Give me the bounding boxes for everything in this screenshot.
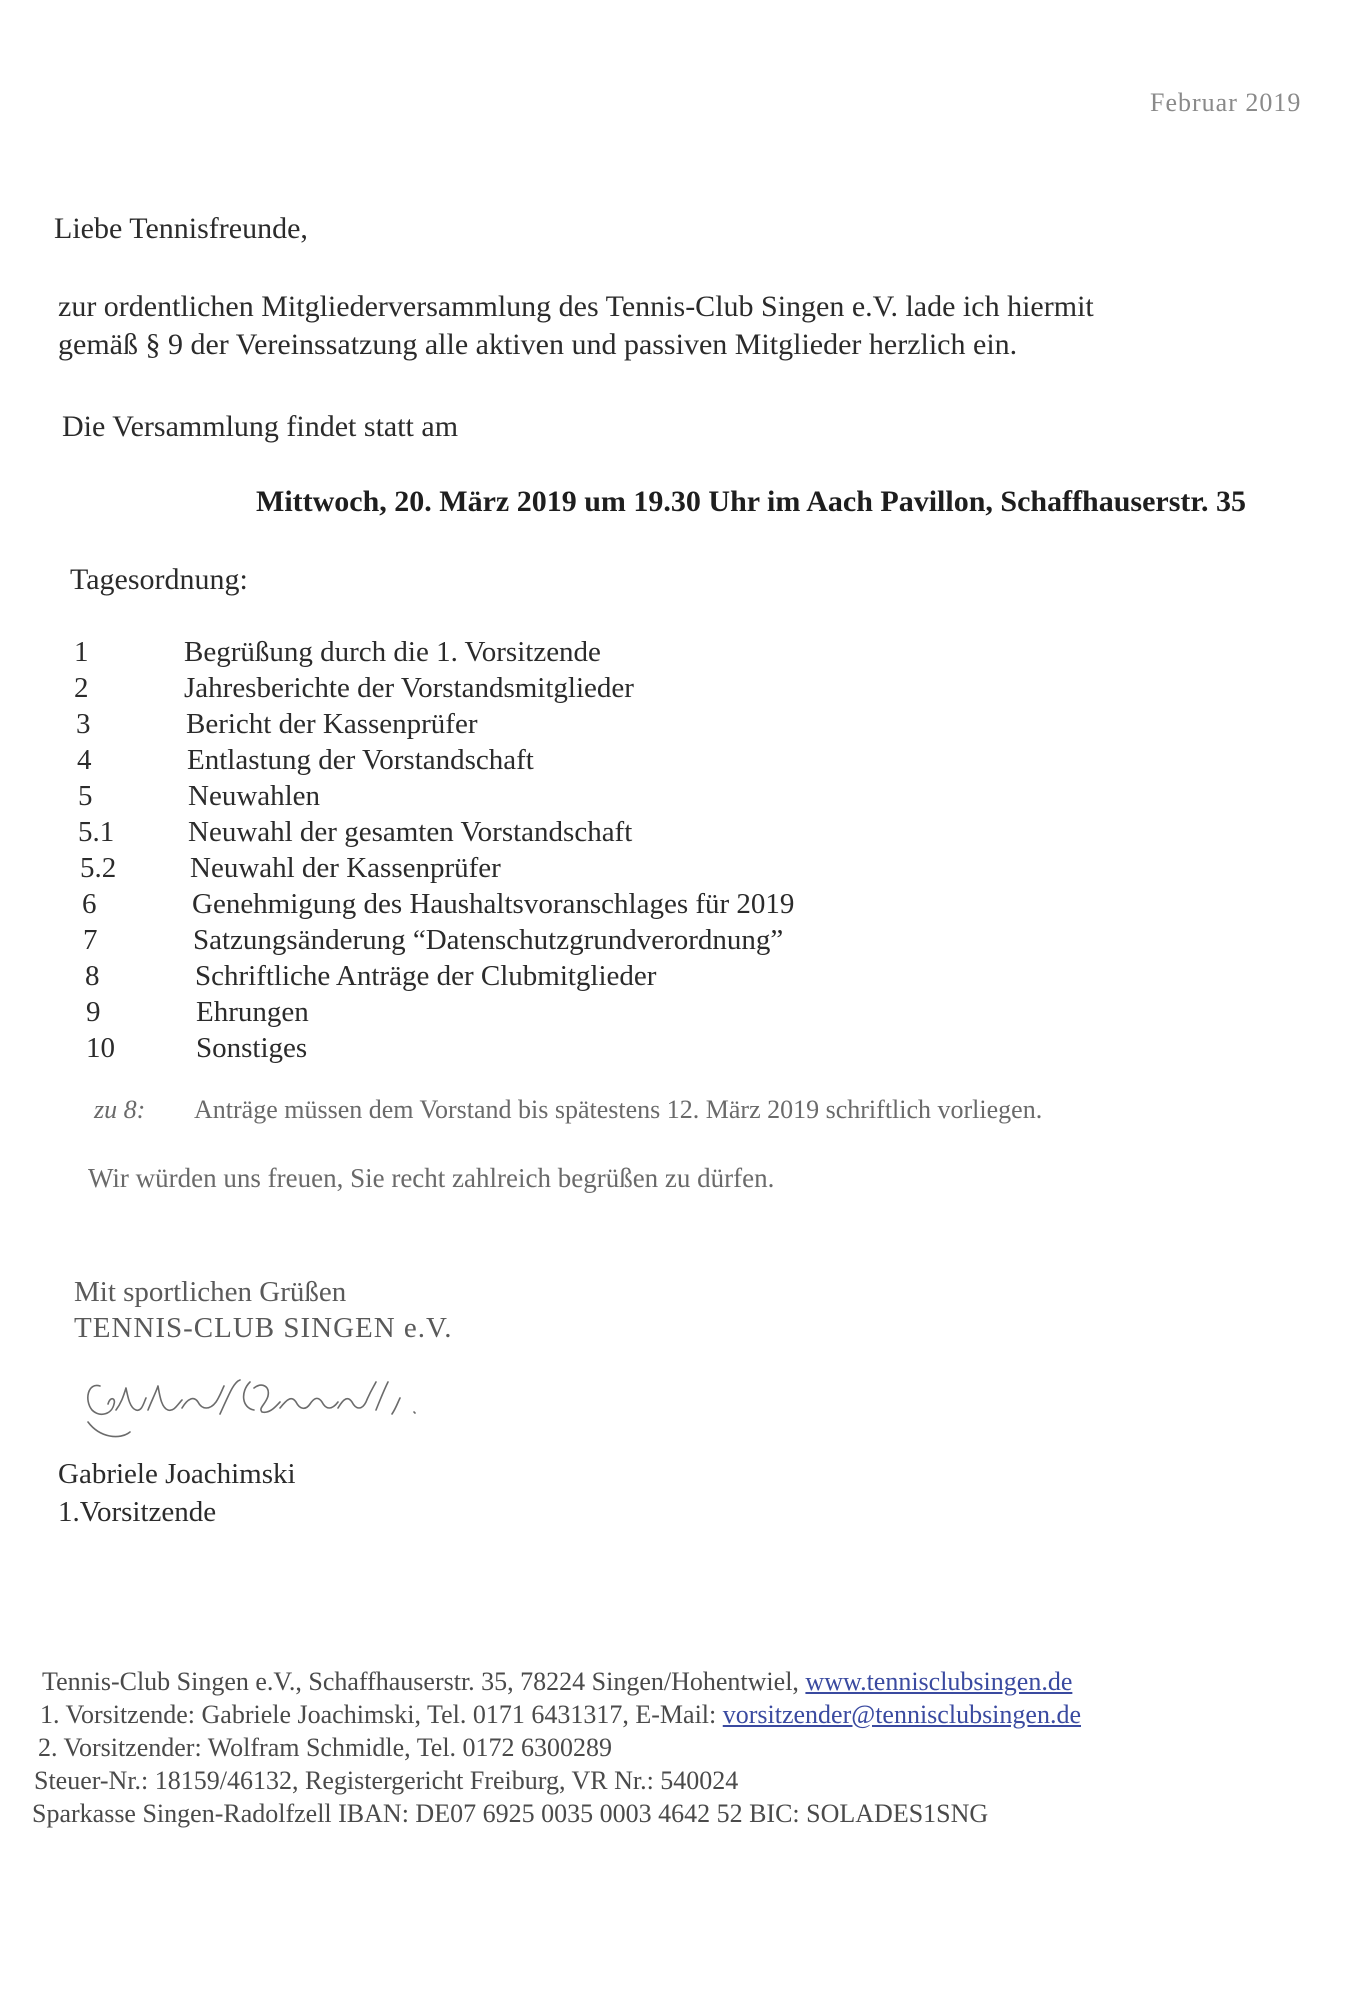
footer-line-bank: Sparkasse Singen-Radolfzell IBAN: DE07 6925 0035 0003 4642 52 BIC: SOLADES1SNG — [32, 1799, 989, 1828]
agenda-item-number: 1 — [74, 636, 89, 668]
agenda-item-number: 10 — [86, 1032, 115, 1064]
handwritten-signature — [70, 1352, 490, 1462]
agenda-item-text: Begrüßung durch die 1. Vorsitzende — [184, 636, 601, 668]
footer-address-text: Tennis-Club Singen e.V., Schaffhauserstr. 35, 78224 Singen/Hohentwiel, — [42, 1667, 806, 1696]
agenda-item-number: 6 — [82, 888, 97, 920]
agenda-item-text: Bericht der Kassenprüfer — [186, 708, 478, 740]
footer-line-chair — [40, 1698, 1081, 1731]
agenda-item-text: Neuwahlen — [188, 780, 321, 812]
club-signature-line: TENNIS-CLUB SINGEN e.V. — [74, 1312, 453, 1344]
website-link[interactable]: www.tennisclubsingen.de — [805, 1667, 1073, 1696]
agenda-item-text: Genehmigung des Haushaltsvoranschlages für 2019 — [192, 888, 795, 920]
agenda-item — [83, 922, 983, 958]
agenda-item-text: Ehrungen — [196, 996, 309, 1028]
meeting-intro: Die Versammlung findet statt am — [62, 410, 459, 443]
agenda-item — [82, 886, 982, 922]
salutation: Liebe Tennisfreunde, — [54, 212, 308, 245]
agenda-item-text: Neuwahl der gesamten Vorstandschaft — [188, 816, 633, 848]
agenda-item — [76, 706, 976, 742]
agenda-title: Tagesordnung: — [70, 563, 248, 596]
agenda-item — [74, 670, 974, 706]
agenda-item — [86, 994, 986, 1030]
agenda-item — [78, 778, 978, 814]
note-text: Anträge müssen dem Vorstand bis spätestens 12. März 2019 schriftlich vorliegen. — [194, 1095, 1043, 1124]
greeting: Mit sportlichen Grüßen — [74, 1276, 347, 1308]
agenda-item-number: 5.2 — [80, 852, 117, 884]
agenda-item-text: Satzungsänderung “Datenschutzgrundverordnung” — [193, 924, 784, 956]
intro-line-1: zur ordentlichen Mitgliederversammlung des Tennis-Club Singen e.V. lade ich hiermit — [58, 290, 1094, 323]
footer-chair-text: 1. Vorsitzende: Gabriele Joachimski, Tel. 0171 6431317, E-Mail: — [40, 1700, 723, 1729]
agenda-list — [74, 634, 974, 1066]
agenda-item-number: 8 — [85, 960, 100, 992]
agenda-item — [80, 850, 980, 886]
agenda-note — [94, 1095, 1042, 1125]
agenda-item-number: 2 — [74, 672, 89, 704]
agenda-item-number: 9 — [86, 996, 101, 1028]
footer-line-vice-chair: 2. Vorsitzender: Wolfram Schmidle, Tel. 0172 6300289 — [38, 1733, 613, 1762]
agenda-item — [74, 634, 974, 670]
agenda-item — [78, 814, 978, 850]
agenda-item-number: 7 — [83, 924, 98, 956]
agenda-item — [85, 958, 985, 994]
agenda-item-text: Entlastung der Vorstandschaft — [187, 744, 534, 776]
agenda-item-text: Jahresberichte der Vorstandsmitglieder — [184, 672, 634, 704]
letter-date: Februar 2019 — [1150, 88, 1302, 117]
signer-role: 1.Vorsitzende — [58, 1496, 217, 1528]
agenda-item — [77, 742, 977, 778]
agenda-item-number: 3 — [76, 708, 91, 740]
email-link[interactable]: vorsitzender@tennisclubsingen.de — [722, 1700, 1081, 1729]
footer-line-address — [42, 1665, 1081, 1698]
note-label: zu 8: — [94, 1095, 146, 1124]
signer-name: Gabriele Joachimski — [58, 1458, 296, 1490]
agenda-item — [86, 1030, 986, 1066]
meeting-detail: Mittwoch, 20. März 2019 um 19.30 Uhr im Aach Pavillon, Schaffhauserstr. 35 — [256, 485, 1246, 518]
intro-line-2: gemäß § 9 der Vereinssatzung alle aktiven und passiven Mitglieder herzlich ein. — [58, 328, 1018, 361]
closing-wish: Wir würden uns freuen, Sie recht zahlreich begrüßen zu dürfen. — [88, 1163, 775, 1193]
agenda-item-text: Neuwahl der Kassenprüfer — [190, 852, 501, 884]
agenda-item-number: 5 — [78, 780, 93, 812]
agenda-item-text: Sonstiges — [196, 1032, 308, 1064]
agenda-item-text: Schriftliche Anträge der Clubmitglieder — [195, 960, 657, 992]
footer-line-tax: Steuer-Nr.: 18159/46132, Registergericht Freiburg, VR Nr.: 540024 — [34, 1766, 739, 1795]
agenda-item-number: 5.1 — [78, 816, 115, 848]
letter-footer — [32, 1665, 1081, 1830]
agenda-item-number: 4 — [77, 744, 92, 776]
